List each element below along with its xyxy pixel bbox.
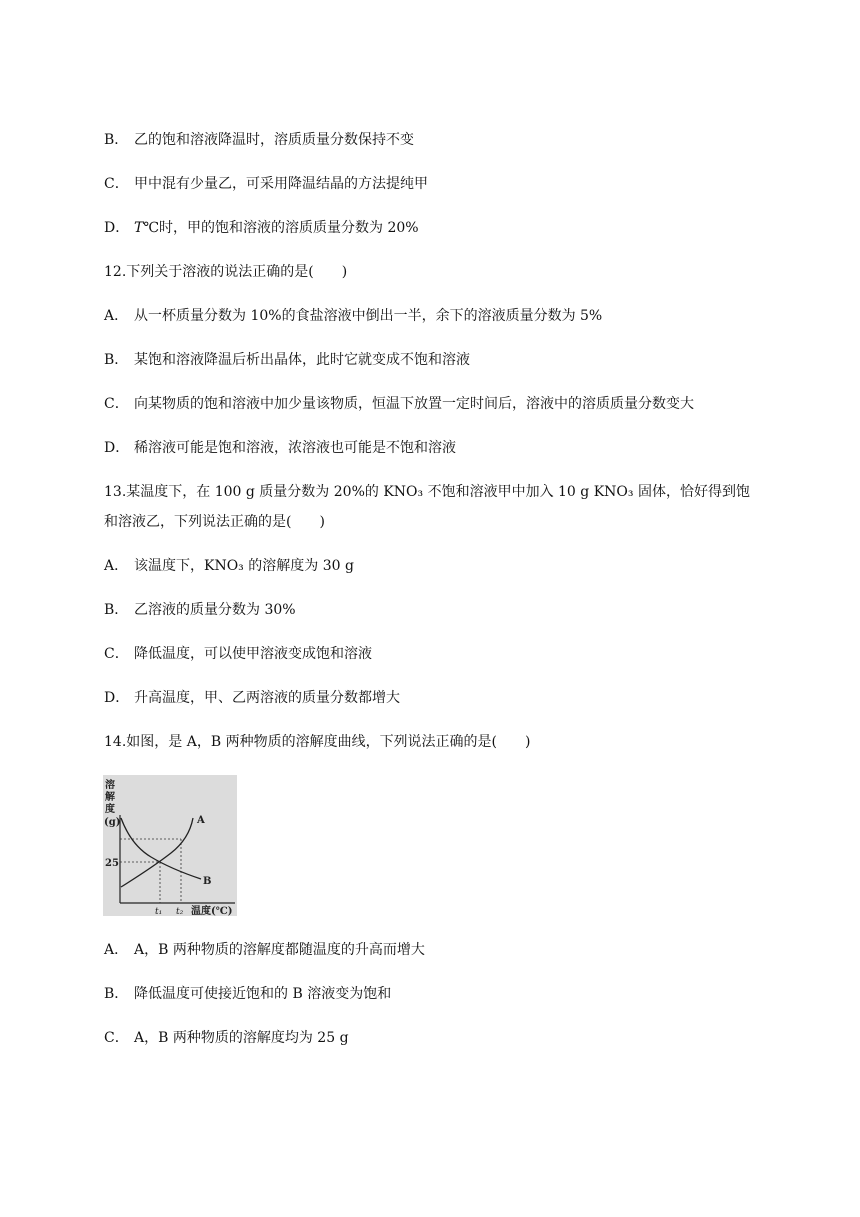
option-letter: B． [104,602,129,618]
option-letter: D． [104,220,130,236]
option-text: 降低温度可使接近饱和的 B 溶液变为饱和 [134,986,392,1002]
solubility-curve-svg [103,775,237,916]
q13-option-c [104,644,372,664]
y-label-char-1: 溶 [105,780,115,791]
q11-option-c [104,174,428,194]
y-label-char-3: 度 [105,804,115,815]
option-letter: C． [104,1030,129,1046]
q12-option-a [104,306,602,326]
option-text: ℃时，甲的饱和溶液的溶质质量分数为 20% [143,220,419,236]
solubility-curve-figure [103,775,237,916]
y-label-char-4: (g) [104,817,121,828]
q12-stem: 12.下列关于溶液的说法正确的是( ) [104,264,348,280]
q14-option-c [104,1028,349,1048]
option-letter: A． [104,558,129,574]
option-letter: C． [104,396,129,412]
option-text: 该温度下，KNO₃ 的溶解度为 30 g [134,558,354,574]
option-text: 乙溶液的质量分数为 30% [134,602,296,618]
option-letter: A． [104,942,129,958]
option-text: 乙的饱和溶液降温时，溶质质量分数保持不变 [134,132,414,148]
option-text: 升高温度，甲、乙两溶液的质量分数都增大 [134,690,400,706]
q13-option-b [104,600,296,620]
y-label-char-2: 解 [105,792,115,803]
option-letter: B． [104,986,129,1002]
q12-option-b [104,350,470,370]
option-text: 某饱和溶液降温后析出晶体，此时它就变成不饱和溶液 [134,352,470,368]
curve-a [121,818,193,887]
option-text: 降低温度，可以使甲溶液变成饱和溶液 [134,646,372,662]
y-tick-25: 25 [105,858,119,869]
option-letter: D． [104,690,130,706]
temperature-symbol: T [134,220,144,236]
q12-option-d [104,438,456,458]
x-tick-t1: t₁ [155,907,163,916]
option-letter: C． [104,176,129,192]
option-letter: B． [104,132,129,148]
option-letter: D． [104,440,130,456]
q13-stem-line1: 13.某温度下，在 100 g 质量分数为 20%的 KNO₃ 不饱和溶液甲中加入 10 g KNO₃ 固体，恰好得到饱 [104,484,750,500]
option-text: 甲中混有少量乙，可采用降温结晶的方法提纯甲 [134,176,428,192]
q12-option-c [104,394,694,414]
option-letter: C． [104,646,129,662]
q14-option-a [104,940,425,960]
curve-a-label: A [197,815,205,826]
x-tick-t2: t₂ [176,907,184,916]
option-letter: B． [104,352,129,368]
q14-option-b [104,984,391,1004]
q13-option-d [104,688,400,708]
q13-option-a [104,556,354,576]
option-text: 稀溶液可能是饱和溶液，浓溶液也可能是不饱和溶液 [134,440,456,456]
curve-b [121,818,201,879]
x-axis-label: 温度(℃) [191,906,233,916]
q13-stem-line2: 和溶液乙，下列说法正确的是( ) [104,514,325,530]
q11-option-b [104,130,414,150]
q11-option-d [104,218,419,238]
option-text: 从一杯质量分数为 10%的食盐溶液中倒出一半，余下的溶液质量分数为 5% [134,308,603,324]
option-letter: A． [104,308,129,324]
option-text: 向某物质的饱和溶液中加少量该物质，恒温下放置一定时间后，溶液中的溶质质量分数变大 [134,396,694,412]
option-text: A，B 两种物质的溶解度均为 25 g [134,1030,349,1046]
curve-b-label: B [203,876,212,887]
option-text: A，B 两种物质的溶解度都随温度的升高而增大 [134,942,425,958]
q14-stem: 14.如图，是 A，B 两种物质的溶解度曲线，下列说法正确的是( ) [104,734,531,750]
